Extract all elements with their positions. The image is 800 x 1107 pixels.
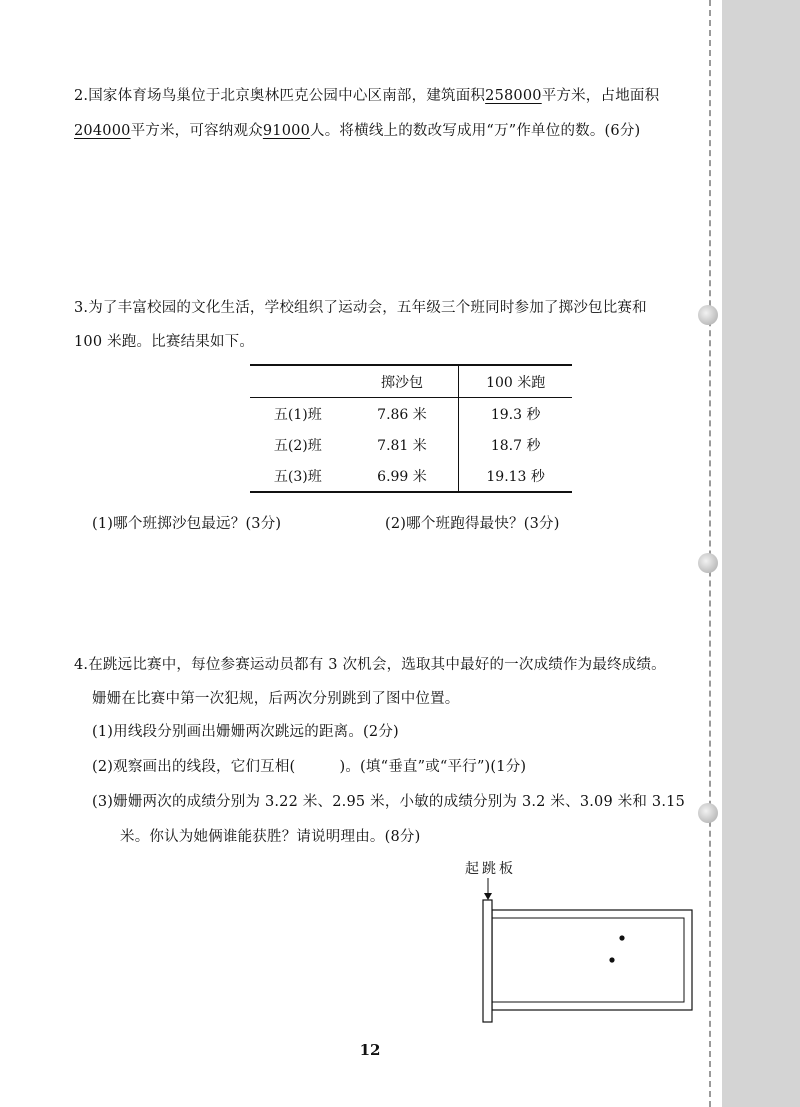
table-cell: 7.81 米 bbox=[346, 429, 459, 460]
q2-text: 平方米，可容纳观众 bbox=[130, 123, 263, 139]
table-header-cell: 100 米跑 bbox=[459, 365, 572, 398]
landing-point-1 bbox=[619, 935, 624, 940]
table-cell: 五(3)班 bbox=[250, 460, 346, 492]
table-row bbox=[250, 398, 572, 430]
q4-sub-3-line-2: 米。你认为她俩谁能获胜？请说明理由。(8分) bbox=[120, 829, 421, 845]
q2-line-1 bbox=[74, 84, 659, 105]
q4-line-1: 4.在跳远比赛中，每位参赛运动员都有 3 次机会，选取其中最好的一次成绩作为最终成绩。 bbox=[74, 657, 666, 673]
q4-line-2: 姗姗在比赛中第一次犯规，后两次分别跳到了图中位置。 bbox=[92, 691, 460, 707]
q2-number-area: 258000 bbox=[485, 88, 542, 104]
q4-sub-3-line-1: (3)姗姗两次的成绩分别为 3.22 米、2.95 米，小敏的成绩分别为 3.2 米、3.09 米和 3.15 bbox=[92, 794, 686, 810]
q2-text: 平方米，占地面积 bbox=[541, 88, 660, 104]
results-table bbox=[250, 364, 572, 493]
sand-pit-inner bbox=[492, 918, 684, 1002]
binding-hole-icon bbox=[698, 553, 718, 573]
table-header-cell bbox=[250, 365, 346, 398]
landing-point-2 bbox=[609, 957, 614, 962]
sand-pit-outer bbox=[492, 910, 692, 1010]
q3-line-2: 100 米跑。比赛结果如下。 bbox=[74, 334, 255, 350]
table-cell: 7.86 米 bbox=[346, 398, 459, 430]
table-cell: 五(2)班 bbox=[273, 437, 322, 454]
table-cell: 19.13 秒 bbox=[459, 460, 572, 492]
side-margin-strip bbox=[722, 0, 800, 1107]
q3-line-1: 3.为了丰富校园的文化生活，学校组织了运动会，五年级三个班同时参加了掷沙包比赛和 bbox=[74, 300, 647, 316]
takeoff-board bbox=[483, 900, 492, 1022]
table-row bbox=[250, 429, 572, 460]
q4-sub-1: (1)用线段分别画出姗姗两次跳远的距离。(2分) bbox=[92, 724, 399, 740]
takeoff-board-label: 起跳板 bbox=[465, 861, 516, 877]
arrow-down-icon bbox=[484, 893, 492, 900]
table-cell: 五(1)班 bbox=[273, 406, 322, 423]
table-cell: 19.3 秒 bbox=[490, 406, 541, 423]
q2-number-land: 204000 bbox=[74, 123, 131, 139]
table-header-row bbox=[250, 365, 572, 398]
table-row bbox=[250, 460, 572, 492]
q2-number-seats: 91000 bbox=[262, 123, 311, 139]
binding-hole-icon bbox=[698, 305, 718, 325]
q4-sub-2: (2)观察画出的线段，它们互相( )。(填“垂直”或“平行”)(1分) bbox=[92, 759, 527, 775]
long-jump-diagram bbox=[470, 875, 700, 1030]
q3-sub-1: (1)哪个班掷沙包最远？(3分) bbox=[92, 516, 282, 532]
q2-line-2 bbox=[74, 119, 640, 140]
table-cell: 18.7 秒 bbox=[490, 437, 541, 454]
table-header-cell: 掷沙包 bbox=[346, 365, 459, 398]
table-cell: 6.99 米 bbox=[346, 460, 459, 492]
q2-text: 人。将横线上的数改写成用“万”作单位的数。(6分) bbox=[310, 123, 641, 139]
binding-hole-icon bbox=[698, 803, 718, 823]
q2-text: 2.国家体育场鸟巢位于北京奥林匹克公园中心区南部，建筑面积 bbox=[74, 88, 486, 104]
page-number: 12 bbox=[359, 1041, 381, 1059]
q3-sub-2: (2)哪个班跑得最快？(3分) bbox=[385, 516, 560, 532]
